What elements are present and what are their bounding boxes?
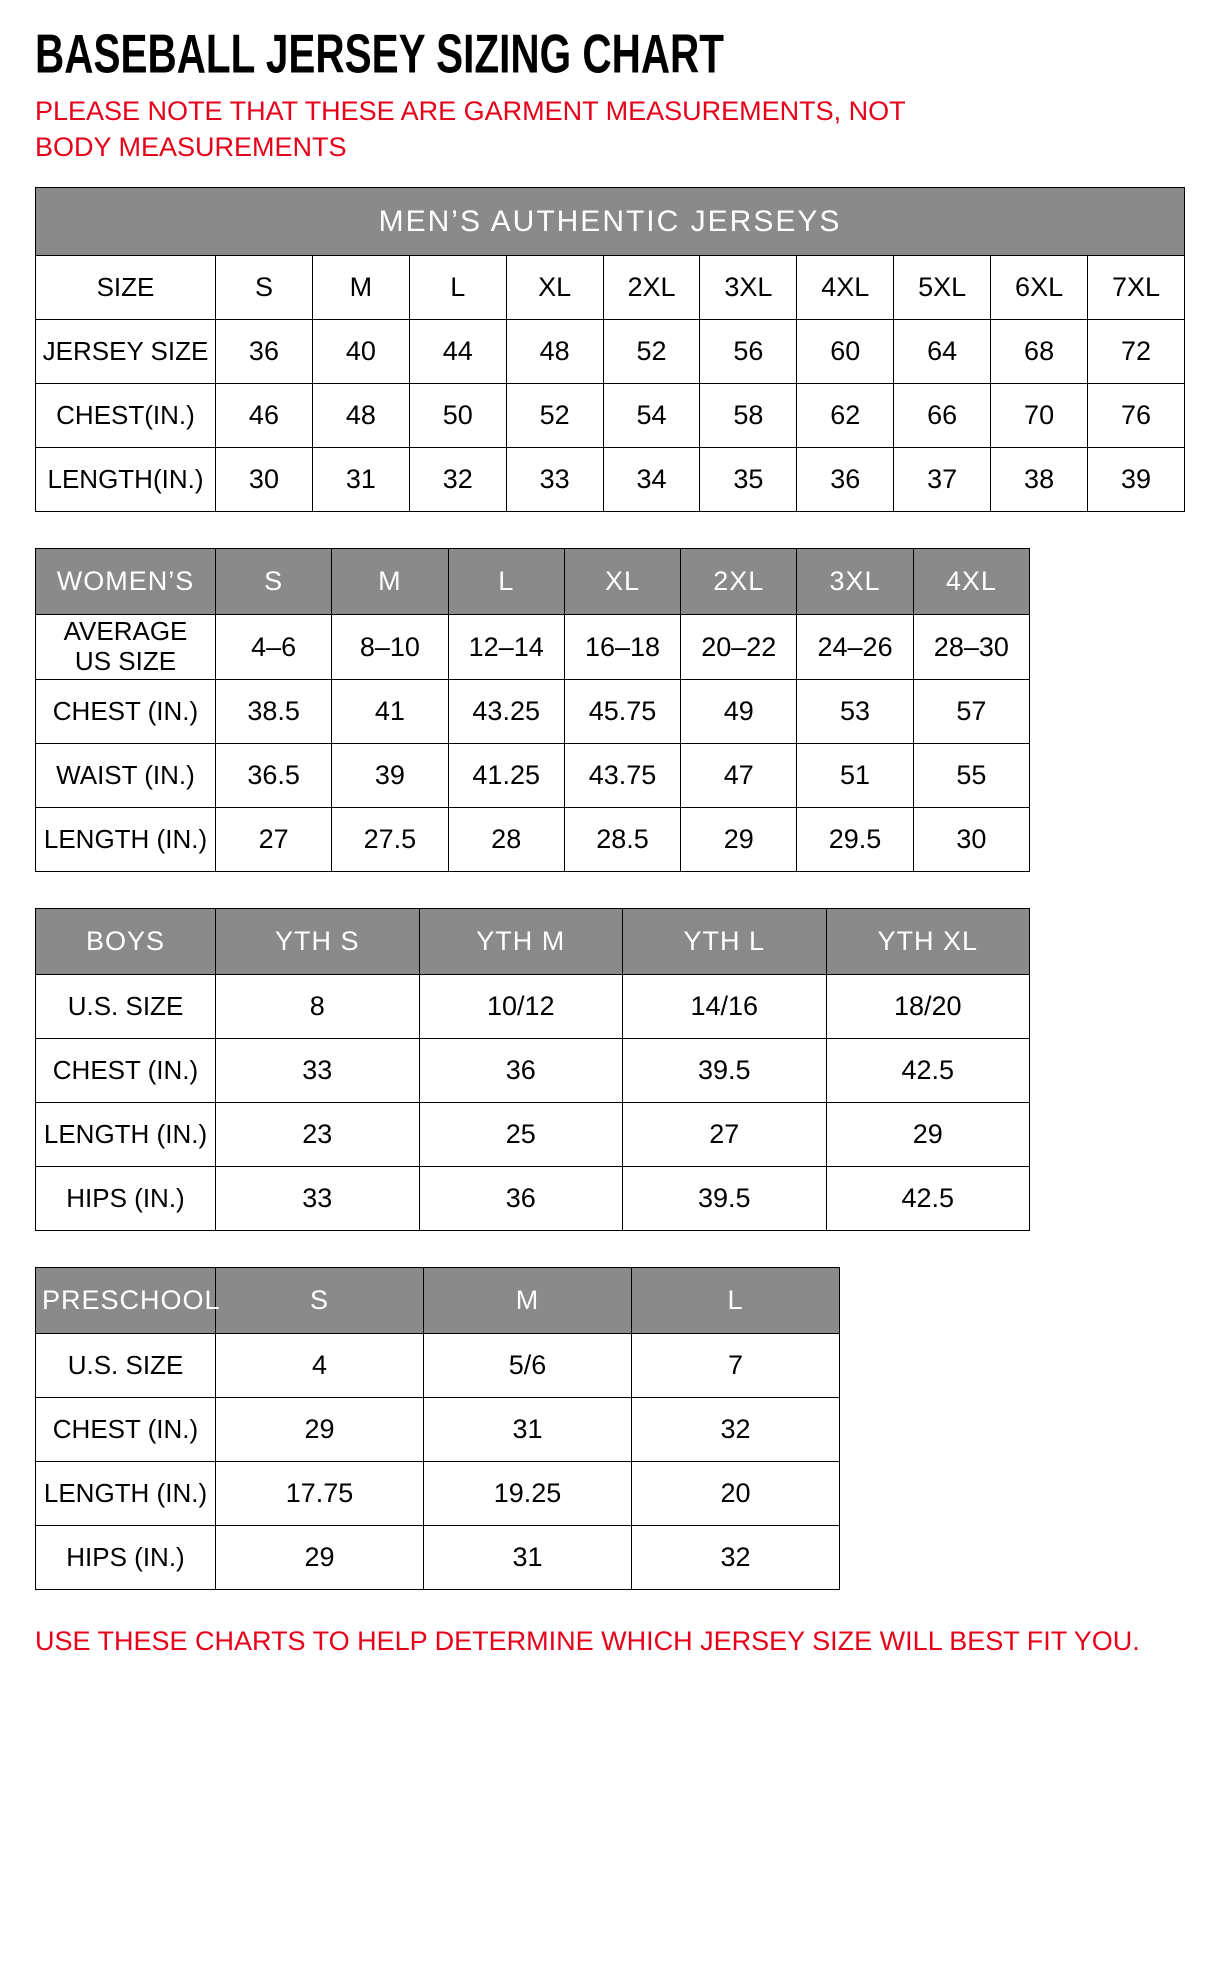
- womens-average-us-size-value-0: 4–6: [216, 615, 332, 680]
- preschool-u-s-size-value-2: 7: [632, 1334, 840, 1398]
- womens-row-length-in: [36, 808, 1030, 872]
- womens-average-us-size-value-1: 8–10: [332, 615, 448, 680]
- mens-jersey-size-value-7: 64: [894, 320, 991, 384]
- mens-length-in-value-7: 37: [894, 448, 991, 512]
- mens-size-value-8: 6XL: [991, 256, 1088, 320]
- preschool-row-u-s-size: [36, 1334, 840, 1398]
- womens-row-waist-in: [36, 744, 1030, 808]
- womens-chest-in-value-6: 57: [913, 680, 1029, 744]
- preschool-sizing-table: [35, 1267, 840, 1590]
- mens-label-length-in: LENGTH(IN.): [36, 448, 216, 512]
- mens-length-in-value-8: 38: [991, 448, 1088, 512]
- boys-row-chest-in: [36, 1039, 1030, 1103]
- preschool-label-u-s-size: U.S. SIZE: [36, 1334, 216, 1398]
- womens-waist-in-value-6: 55: [913, 744, 1029, 808]
- mens-row-chest-in: [36, 384, 1185, 448]
- mens-chest-in-value-0: 46: [216, 384, 313, 448]
- womens-waist-in-value-4: 47: [681, 744, 797, 808]
- womens-waist-in-value-3: 43.75: [564, 744, 680, 808]
- preschool-label-hips-in: HIPS (IN.): [36, 1526, 216, 1590]
- mens-label-chest-in: CHEST(IN.): [36, 384, 216, 448]
- womens-waist-in-value-0: 36.5: [216, 744, 332, 808]
- preschool-chest-in-value-1: 31: [424, 1398, 632, 1462]
- boys-sizing-table: [35, 908, 1030, 1231]
- womens-length-in-value-6: 30: [913, 808, 1029, 872]
- boys-chest-in-value-3: 42.5: [826, 1039, 1030, 1103]
- boys-label-hips-in: HIPS (IN.): [36, 1167, 216, 1231]
- mens-length-in-value-0: 30: [216, 448, 313, 512]
- womens-length-in-value-3: 28.5: [564, 808, 680, 872]
- mens-jersey-size-value-5: 56: [700, 320, 797, 384]
- mens-jersey-size-value-0: 36: [216, 320, 313, 384]
- mens-jersey-size-value-1: 40: [312, 320, 409, 384]
- womens-label-average-us-size: AVERAGE US SIZE: [36, 615, 216, 680]
- mens-size-value-1: M: [312, 256, 409, 320]
- mens-chest-in-value-9: 76: [1088, 384, 1185, 448]
- mens-length-in-value-2: 32: [409, 448, 506, 512]
- womens-label-chest-in: CHEST (IN.): [36, 680, 216, 744]
- boys-header-yth-l: YTH L: [623, 909, 827, 975]
- mens-chest-in-value-2: 50: [409, 384, 506, 448]
- boys-row-u-s-size: [36, 975, 1030, 1039]
- mens-length-in-value-6: 36: [797, 448, 894, 512]
- boys-hips-in-value-1: 36: [419, 1167, 623, 1231]
- preschool-length-in-value-0: 17.75: [216, 1462, 424, 1526]
- preschool-length-in-value-2: 20: [632, 1462, 840, 1526]
- preschool-row-length-in: [36, 1462, 840, 1526]
- boys-label-u-s-size: U.S. SIZE: [36, 975, 216, 1039]
- boys-header-yth-xl: YTH XL: [826, 909, 1030, 975]
- womens-header-3xl: 3XL: [797, 549, 913, 615]
- boys-row-length-in: [36, 1103, 1030, 1167]
- boys-length-in-value-1: 25: [419, 1103, 623, 1167]
- mens-jersey-size-value-2: 44: [409, 320, 506, 384]
- boys-length-in-value-2: 27: [623, 1103, 827, 1167]
- mens-chest-in-value-7: 66: [894, 384, 991, 448]
- womens-waist-in-value-1: 39: [332, 744, 448, 808]
- mens-label-jersey-size: JERSEY SIZE: [36, 320, 216, 384]
- preschool-u-s-size-value-0: 4: [216, 1334, 424, 1398]
- womens-average-us-size-value-3: 16–18: [564, 615, 680, 680]
- womens-header-s: S: [216, 549, 332, 615]
- mens-size-value-6: 4XL: [797, 256, 894, 320]
- preschool-header-l: L: [632, 1268, 840, 1334]
- womens-header-l: L: [448, 549, 564, 615]
- womens-label-length-in: LENGTH (IN.): [36, 808, 216, 872]
- preschool-header-row: [36, 1268, 840, 1334]
- womens-header-row: [36, 549, 1030, 615]
- womens-length-in-value-2: 28: [448, 808, 564, 872]
- womens-header-4xl: 4XL: [913, 549, 1029, 615]
- womens-header-m: M: [332, 549, 448, 615]
- preschool-label-chest-in: CHEST (IN.): [36, 1398, 216, 1462]
- womens-average-us-size-value-2: 12–14: [448, 615, 564, 680]
- mens-size-value-2: L: [409, 256, 506, 320]
- boys-header-label: BOYS: [36, 909, 216, 975]
- boys-header-yth-s: YTH S: [216, 909, 420, 975]
- garment-measurements-note: PLEASE NOTE THAT THESE ARE GARMENT MEASUREMENTS, NOT BODY MEASUREMENTS: [35, 96, 906, 162]
- preschool-chest-in-value-2: 32: [632, 1398, 840, 1462]
- mens-length-in-value-1: 31: [312, 448, 409, 512]
- mens-size-value-5: 3XL: [700, 256, 797, 320]
- womens-length-in-value-0: 27: [216, 808, 332, 872]
- mens-sizing-table: [35, 187, 1185, 512]
- mens-jersey-size-value-4: 52: [603, 320, 700, 384]
- womens-average-us-size-value-6: 28–30: [913, 615, 1029, 680]
- mens-jersey-size-value-3: 48: [506, 320, 603, 384]
- preschool-chest-in-value-0: 29: [216, 1398, 424, 1462]
- mens-chest-in-value-6: 62: [797, 384, 894, 448]
- womens-header-2xl: 2XL: [681, 549, 797, 615]
- boys-chest-in-value-1: 36: [419, 1039, 623, 1103]
- womens-length-in-value-1: 27.5: [332, 808, 448, 872]
- preschool-row-chest-in: [36, 1398, 840, 1462]
- boys-u-s-size-value-3: 18/20: [826, 975, 1030, 1039]
- mens-jersey-size-value-9: 72: [1088, 320, 1185, 384]
- mens-chest-in-value-4: 54: [603, 384, 700, 448]
- mens-chest-in-value-1: 48: [312, 384, 409, 448]
- boys-label-chest-in: CHEST (IN.): [36, 1039, 216, 1103]
- mens-row-jersey-size: [36, 320, 1185, 384]
- preschool-label-length-in: LENGTH (IN.): [36, 1462, 216, 1526]
- womens-label-waist-in: WAIST (IN.): [36, 744, 216, 808]
- boys-label-length-in: LENGTH (IN.): [36, 1103, 216, 1167]
- mens-chest-in-value-3: 52: [506, 384, 603, 448]
- womens-chest-in-value-3: 45.75: [564, 680, 680, 744]
- boys-hips-in-value-0: 33: [216, 1167, 420, 1231]
- boys-length-in-value-0: 23: [216, 1103, 420, 1167]
- boys-length-in-value-3: 29: [826, 1103, 1030, 1167]
- mens-length-in-value-3: 33: [506, 448, 603, 512]
- womens-header-label: WOMEN’S: [36, 549, 216, 615]
- boys-hips-in-value-2: 39.5: [623, 1167, 827, 1231]
- mens-row-size: [36, 256, 1185, 320]
- mens-size-value-0: S: [216, 256, 313, 320]
- boys-u-s-size-value-2: 14/16: [623, 975, 827, 1039]
- mens-size-value-7: 5XL: [894, 256, 991, 320]
- tables-container: [35, 187, 1185, 1590]
- boys-header-yth-m: YTH M: [419, 909, 623, 975]
- mens-banner-row: [36, 188, 1185, 256]
- womens-sizing-table: [35, 548, 1030, 872]
- womens-chest-in-value-2: 43.25: [448, 680, 564, 744]
- mens-label-size: SIZE: [36, 256, 216, 320]
- mens-jersey-size-value-6: 60: [797, 320, 894, 384]
- mens-size-value-4: 2XL: [603, 256, 700, 320]
- mens-chest-in-value-8: 70: [991, 384, 1088, 448]
- preschool-header-s: S: [216, 1268, 424, 1334]
- mens-jersey-size-value-8: 68: [991, 320, 1088, 384]
- womens-waist-in-value-5: 51: [797, 744, 913, 808]
- preschool-row-hips-in: [36, 1526, 840, 1590]
- womens-average-us-size-value-4: 20–22: [681, 615, 797, 680]
- mens-size-value-3: XL: [506, 256, 603, 320]
- boys-chest-in-value-0: 33: [216, 1039, 420, 1103]
- preschool-hips-in-value-0: 29: [216, 1526, 424, 1590]
- womens-length-in-value-5: 29.5: [797, 808, 913, 872]
- mens-size-value-9: 7XL: [1088, 256, 1185, 320]
- womens-chest-in-value-4: 49: [681, 680, 797, 744]
- boys-header-row: [36, 909, 1030, 975]
- preschool-u-s-size-value-1: 5/6: [424, 1334, 632, 1398]
- mens-banner-title: MEN’S AUTHENTIC JERSEYS: [36, 188, 1185, 256]
- boys-row-hips-in: [36, 1167, 1030, 1231]
- womens-chest-in-value-0: 38.5: [216, 680, 332, 744]
- mens-length-in-value-9: 39: [1088, 448, 1185, 512]
- womens-row-chest-in: [36, 680, 1030, 744]
- womens-chest-in-value-5: 53: [797, 680, 913, 744]
- womens-waist-in-value-2: 41.25: [448, 744, 564, 808]
- mens-chest-in-value-5: 58: [700, 384, 797, 448]
- boys-chest-in-value-2: 39.5: [623, 1039, 827, 1103]
- boys-u-s-size-value-0: 8: [216, 975, 420, 1039]
- womens-row-average-us-size: [36, 615, 1030, 680]
- womens-length-in-value-4: 29: [681, 808, 797, 872]
- womens-chest-in-value-1: 41: [332, 680, 448, 744]
- preschool-header-label: PRESCHOOL: [36, 1268, 216, 1334]
- mens-row-length-in: [36, 448, 1185, 512]
- boys-hips-in-value-3: 42.5: [826, 1167, 1030, 1231]
- boys-u-s-size-value-1: 10/12: [419, 975, 623, 1039]
- preschool-header-m: M: [424, 1268, 632, 1334]
- page-title: BASEBALL JERSEY SIZING CHART: [35, 23, 725, 85]
- mens-length-in-value-5: 35: [700, 448, 797, 512]
- preschool-hips-in-value-1: 31: [424, 1526, 632, 1590]
- womens-header-xl: XL: [564, 549, 680, 615]
- preschool-hips-in-value-2: 32: [632, 1526, 840, 1590]
- preschool-length-in-value-1: 19.25: [424, 1462, 632, 1526]
- mens-length-in-value-4: 34: [603, 448, 700, 512]
- womens-average-us-size-value-5: 24–26: [797, 615, 913, 680]
- footer-note: USE THESE CHARTS TO HELP DETERMINE WHICH JERSEY SIZE WILL BEST FIT YOU.: [35, 1626, 1140, 1657]
